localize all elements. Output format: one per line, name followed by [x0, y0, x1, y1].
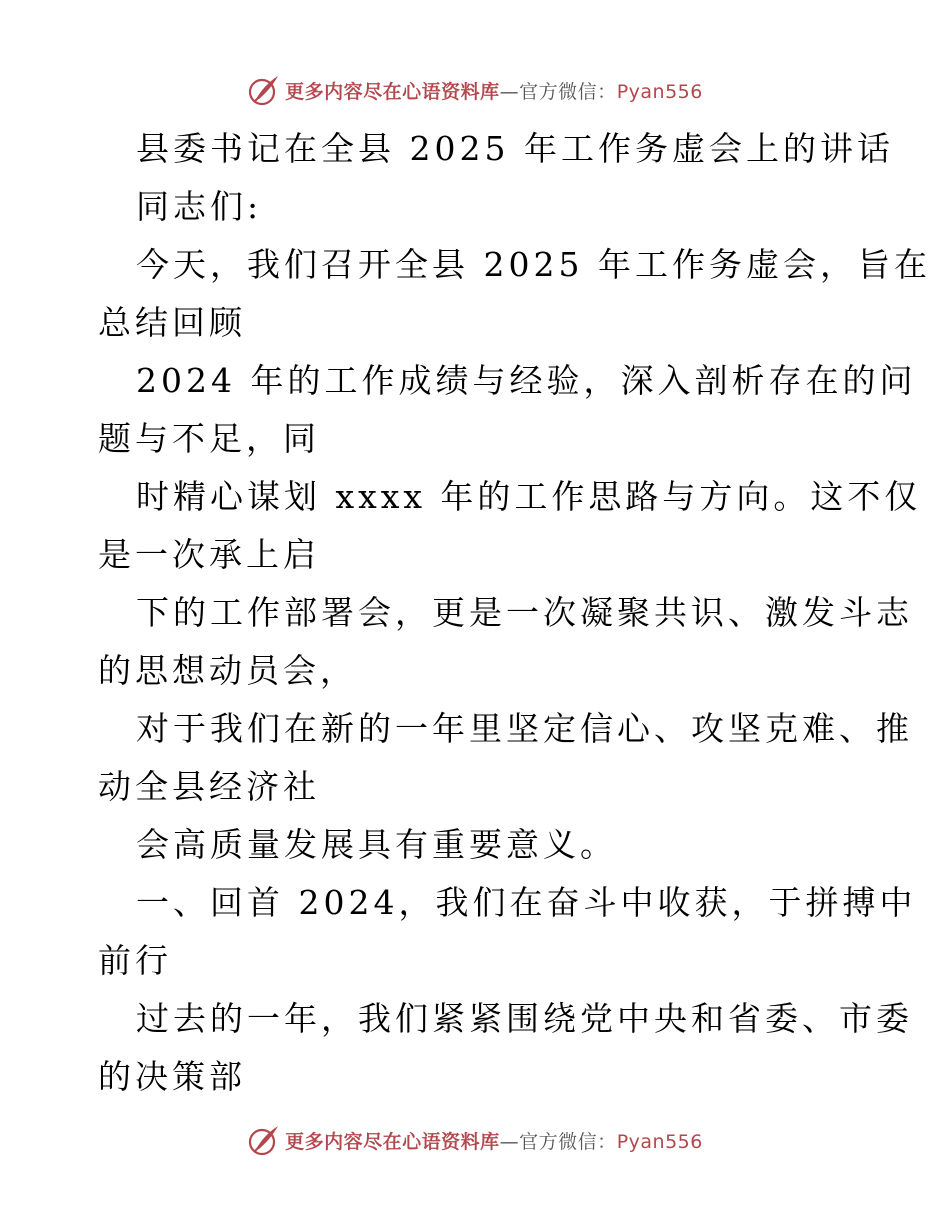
salutation: 同志们: [136, 187, 263, 226]
paragraph-line: 的决策部 [98, 1057, 246, 1096]
paragraph-line: 总结回顾 [98, 303, 246, 342]
paragraph-line: 对于我们在新的一年里坚定信心、攻坚克难、推 [136, 709, 913, 748]
banner-official-text: —官方微信： [499, 1130, 617, 1153]
footer-banner [0, 1120, 950, 1160]
paragraph-line: 下的工作部署会，更是一次凝聚共识、激发斗志 [136, 593, 913, 632]
header-banner [0, 70, 950, 110]
quill-pen-logo-icon [247, 73, 281, 107]
paragraph-line: 2024 年的工作成绩与经验，深入剖析存在的问 [136, 361, 917, 400]
document-body [98, 120, 931, 1106]
banner-wechat-id: Pyan556 [616, 1130, 703, 1153]
paragraph-line: 会高质量发展具有重要意义。 [136, 825, 617, 864]
paragraph-line: 动全县经济社 [98, 767, 320, 806]
paragraph-line: 的思想动员会， [98, 651, 357, 690]
quill-pen-logo-icon [247, 1123, 281, 1157]
banner-lead-text: 更多内容尽在心语资料库 [285, 80, 500, 103]
banner-wechat-id: Pyan556 [616, 80, 703, 103]
paragraph-line: 时精心谋划 xxxx 年的工作思路与方向。这不仅 [136, 477, 922, 516]
banner-official-text: —官方微信： [499, 80, 617, 103]
section-heading-continued: 前行 [98, 941, 172, 980]
paragraph-line: 是一次承上启 [98, 535, 320, 574]
paragraph-line: 今天，我们召开全县 2025 年工作务虚会，旨在 [136, 245, 931, 284]
banner-lead-text: 更多内容尽在心语资料库 [285, 1130, 500, 1153]
paragraph-line: 过去的一年，我们紧紧围绕党中央和省委、市委 [136, 999, 913, 1038]
section-heading: 一、回首 2024，我们在奋斗中收获，于拼搏中 [136, 883, 917, 922]
paragraph-line: 题与不足，同 [98, 419, 320, 458]
document-title: 县委书记在全县 2025 年工作务虚会上的讲话 [136, 129, 894, 168]
